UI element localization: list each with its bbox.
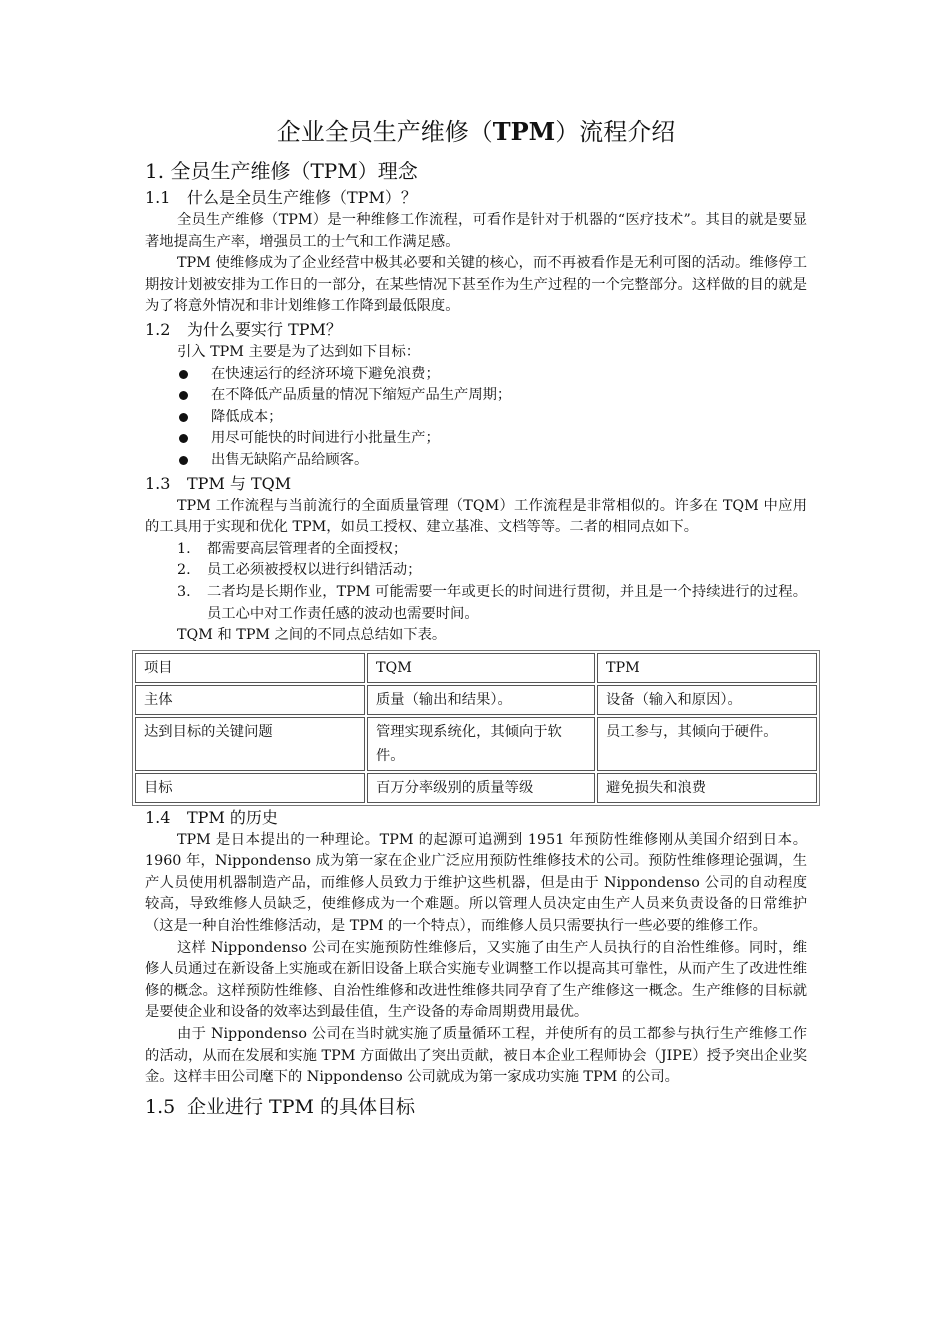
table-row (135, 773, 817, 803)
section-title: 为什么要实行 TPM？ (187, 319, 342, 339)
title-part: ）流程介绍 (555, 118, 676, 146)
list-item-text: 出售无缺陷产品给顾客。 (211, 451, 369, 468)
table-cell: 设备（输入和原因）。 (597, 685, 817, 715)
list-item-text: 都需要高层管理者的全面授权； (207, 540, 408, 557)
table-row (135, 685, 817, 715)
table-cell: 质量（输出和结果）。 (367, 685, 595, 715)
bullet-icon (179, 413, 188, 422)
section-1-2-heading (145, 318, 807, 342)
paragraph: TPM 是日本提出的一种理论。TPM 的起源可追溯到 1951 年预防性维修刚从美国介绍到日本。1960 年，Nippondenso 成为第一家在企业广泛应用预防性维修技术的公司。预防性维修理论强调，生产人员使用机器制造产品，而维修人员致力于维护这些机器，但是由于 Nippondenso 公司的自动程度较高，导致维修人员缺乏，使维修成为一个难题。所以管理人员决定由生产人员来负责设备的日常维护（这是一种自治性维修活动，是 TPM 的一个特点），而维修人员只需要执行一些必要的维修工作。 (145, 831, 807, 935)
list-item (145, 539, 807, 561)
section-title: TPM 与 TQM (187, 473, 292, 493)
goal-list (145, 364, 807, 472)
section-number: 1.4 (145, 807, 171, 827)
list-item (145, 428, 807, 450)
section-number: 1.5 (145, 1095, 176, 1118)
section-1-4-heading (145, 806, 807, 830)
table-row (135, 653, 817, 683)
list-item (145, 385, 807, 407)
paragraph: TPM 工作流程与当前流行的全面质量管理（TQM）工作流程是非常相似的。许多在 TQM 中应用的工具用于实现和优化 TPM，如员工授权、建立基准、文档等等。二者的相同点如下。 (145, 497, 807, 536)
list-number: 2. (177, 562, 191, 579)
paragraph: TPM 使维修成为了企业经营中极其必要和关键的核心，而不再被看作是无利可图的活动。维修停工期按计划被安排为工作日的一部分，在某些情况下甚至作为生产过程的一个完整部分。这样做的目的就是为了将意外情况和非计划维修工作降到最低限度。 (145, 255, 807, 315)
list-item (145, 450, 807, 472)
section-1-heading: 1. 全员生产维修（TPM）理念 (145, 159, 418, 183)
bullet-icon (179, 391, 188, 400)
table-cell: 主体 (135, 685, 365, 715)
list-number: 1. (177, 540, 191, 557)
document-page (145, 112, 807, 1123)
list-item-text: 员工必须被授权以进行纠错活动； (207, 562, 422, 579)
list-item (145, 560, 807, 582)
paragraph: 引入 TPM 主要是为了达到如下目标： (177, 343, 421, 360)
section-1-3-heading (145, 472, 807, 496)
table-cell: 项目 (135, 653, 365, 683)
paragraph: TQM 和 TPM 之间的不同点总结如下表。 (177, 627, 447, 644)
section-title: 企业进行 TPM 的具体目标 (187, 1095, 415, 1118)
list-item (145, 407, 807, 429)
paragraph: 由于 Nippondenso 公司在当时就实施了质量循环工程，并使所有的员工都参与执行生产维修工作的活动，从而在发展和实施 TPM 方面做出了突出贡献，被日本企业工程师协会（JIPE）授予突出企业奖金。这样丰田公司麾下的 Nippondenso 公司就成为第一家成功实施 TPM 的公司。 (145, 1026, 807, 1086)
section-title: TPM 的历史 (187, 807, 278, 827)
similarity-list (145, 539, 807, 625)
title-part: 企业全员生产维修（ (276, 118, 493, 146)
list-item-text: 二者均是长期作业，TPM 可能需要一年或更长的时间进行贯彻，并且是一个持续进行的过程。员工心中对工作责任感的波动也需要时间。 (207, 583, 807, 622)
table-row (135, 717, 817, 771)
table-cell: 员工参与，其倾向于硬件。 (597, 717, 817, 771)
list-item (145, 364, 807, 386)
list-number: 3. (177, 583, 191, 600)
section-1-5-heading (145, 1091, 807, 1123)
paragraph: 这样 Nippondenso 公司在实施预防性维修后，又实施了由生产人员执行的自治性维修。同时，维修人员通过在新设备上实施或在新旧设备上联合实施专业调整工作以提高其可靠性，从而产生了改进性维修的概念。这样预防性维修、自治性维修和改进性维修共同孕育了生产维修这一概念。生产维修的目标就是要使企业和设备的效率达到最佳值，生产设备的寿命周期费用最优。 (145, 939, 807, 1021)
section-number: 1.2 (145, 319, 171, 339)
bullet-icon (179, 456, 188, 465)
table-cell: 百万分率级别的质量等级 (367, 773, 595, 803)
comparison-table (132, 650, 820, 806)
table-cell: 避免损失和浪费 (597, 773, 817, 803)
list-item-text: 降低成本； (211, 408, 283, 425)
document-title (145, 112, 807, 152)
list-item (145, 582, 807, 625)
section-number: 1.1 (145, 188, 171, 207)
section-title: 什么是全员生产维修（TPM）？ (187, 188, 417, 207)
table-cell: 达到目标的关键问题 (135, 717, 365, 771)
bullet-icon (179, 434, 188, 443)
list-item-text: 在快速运行的经济环境下避免浪费； (211, 365, 440, 382)
table-cell: TQM (367, 653, 595, 683)
table-cell: 管理实现系统化，其倾向于软件。 (367, 717, 595, 771)
section-1-1-heading (145, 186, 807, 210)
table-cell: 目标 (135, 773, 365, 803)
table-cell: TPM (597, 653, 817, 683)
bullet-icon (179, 370, 188, 379)
section-number: 1.3 (145, 473, 171, 493)
list-item-text: 用尽可能快的时间进行小批量生产； (211, 430, 440, 447)
paragraph: 全员生产维修（TPM）是一种维修工作流程，可看作是针对于机器的“医疗技术”。其目的就是要显著地提高生产率，增强员工的士气和工作满足感。 (145, 212, 807, 250)
title-bold-part: TPM (492, 117, 556, 146)
list-item-text: 在不降低产品质量的情况下缩短产品生产周期； (211, 387, 512, 404)
